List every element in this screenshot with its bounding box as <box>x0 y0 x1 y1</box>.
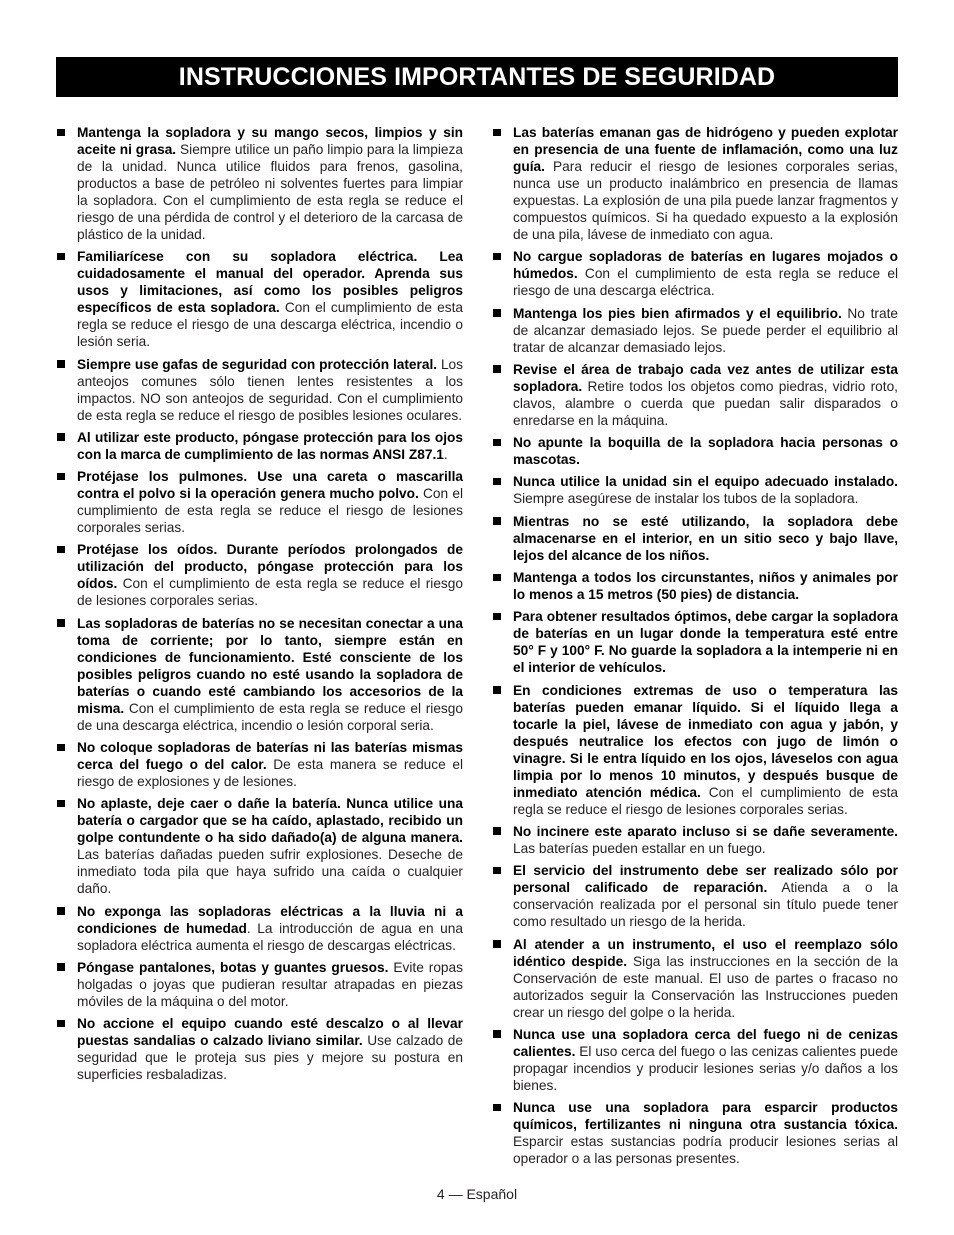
square-bullet-icon <box>57 800 65 808</box>
safety-rule-heading: No incinere este aparato incluso si se dañe severamente. <box>513 823 898 839</box>
safety-rule-item <box>57 541 463 609</box>
square-bullet-icon <box>493 365 501 373</box>
safety-rule-paragraph <box>513 124 898 243</box>
square-bullet-icon <box>57 546 65 554</box>
safety-rule-text: Atienda a o la conservación realizada por el personal sin título puede tener como resultado un riesgo de la herida. <box>513 880 898 930</box>
safety-rule-text: Siempre asegúrese de instalar los tubos de la sopladora. <box>513 491 859 507</box>
square-bullet-icon <box>493 613 501 621</box>
page-footer: 4 — Español <box>436 1186 518 1202</box>
safety-rule-heading: Familiarícese con su sopladora eléctrica. Lea cuidadosamente el manual del operador. Aprenda sus usos y limitaciones, así como los posibles peligros específicos de esta sopladora. <box>77 249 463 316</box>
safety-rule-item <box>57 356 463 424</box>
square-bullet-icon <box>493 478 501 486</box>
square-bullet-icon <box>493 253 501 261</box>
safety-rule-heading: Nunca utilice la unidad sin el equipo adecuado instalado. <box>513 474 898 490</box>
safety-rule-text: Los anteojos comunes sólo tienen lentes resistentes a los impactos. NO son anteojos de seguridad. Con el cumplimiento de esta regla se reduce el riesgo de posibles lesiones oculares. <box>77 356 464 423</box>
square-bullet-icon <box>57 253 65 261</box>
safety-rule-paragraph <box>77 1015 463 1083</box>
safety-rule-paragraph <box>77 615 463 734</box>
square-bullet-icon <box>493 1104 501 1112</box>
safety-rule-heading: No accione el equipo cuando esté descalzo o al llevar puestas sandalias o calzado liviano similar. <box>77 1016 463 1049</box>
square-bullet-icon <box>57 744 65 752</box>
safety-rule-item <box>57 795 463 897</box>
safety-rule-text: Evite ropas holgadas o joyas que pudieran resultar atrapadas en piezas móviles de la máquina o del motor. <box>77 959 463 1009</box>
safety-rule-paragraph <box>513 473 898 507</box>
safety-rule-text: . La introducción de agua en una sopladora eléctrica aumenta el riesgo de descargas eléctricas. <box>77 920 463 953</box>
safety-rule-paragraph <box>513 305 898 356</box>
safety-rule-paragraph <box>513 1026 898 1094</box>
safety-rule-text: Con el cumplimiento de esta regla se reduce el riesgo de una descarga eléctrica, incendio o lesión seria. <box>77 300 463 350</box>
safety-rule-text: Las baterías pueden estallar en un fuego. <box>513 840 766 856</box>
square-bullet-icon <box>493 1030 501 1038</box>
square-bullet-icon <box>57 360 65 368</box>
square-bullet-icon <box>493 129 501 137</box>
safety-rule-text: Con el cumplimiento de esta regla se reduce el riesgo de una descarga eléctrica. <box>513 266 898 299</box>
safety-rule-text: Con el cumplimiento de esta regla se reduce el riesgo de lesiones corporales serias. <box>77 576 463 609</box>
square-bullet-icon <box>57 963 65 971</box>
safety-rule-heading: Las sopladoras de baterías no se necesitan conectar a una toma de corriente; por lo tanto, siempre están en condiciones de funcionamiento. Esté consciente de los posibles peligros cuando no esté usando la sopladora de baterías o cuando esté cambiando los accesorios de la misma. <box>77 615 463 716</box>
safety-rule-heading: Mientras no se esté utilizando, la sopladora debe almacenarse en el interior, en un sitio seco y bajo llave, lejos del alcance de los niños. <box>513 513 898 563</box>
safety-rule-item <box>493 361 898 429</box>
safety-rule-paragraph <box>513 569 898 603</box>
safety-rule-text: Para reducir el riesgo de lesiones corporales serias, nunca use un producto inalámbrico en presencia de llamas expuestas. La explosión de una pila puede lanzar fragmentos y compuestos químicos. Si ha quedado expuesto a la explosión de una pila, lávese de inmediato con agua. <box>513 159 898 242</box>
safety-rule-item <box>493 936 898 1021</box>
section-title-bar <box>56 57 898 97</box>
safety-rule-text: Con el cumplimiento de esta regla se reduce el riesgo de lesiones corporales serias. <box>77 486 463 536</box>
safety-rule-heading: No exponga las sopladoras eléctricas a la lluvia ni a condiciones de humedad <box>77 903 463 936</box>
safety-rule-heading: Mantenga la sopladora y su mango secos, limpios y sin aceite ni grasa. <box>77 125 463 157</box>
safety-rule-text: Use calzado de seguridad que le proteja sus pies y mejore su postura en superficies resbaladizas. <box>77 1033 464 1083</box>
safety-rule-text: No trate de alcanzar demasiado lejos. Se puede perder el equilibrio al tratar de alcanzar demasiado lejos. <box>513 305 898 355</box>
safety-rule-text: Con el cumplimiento de esta regla se reduce el riesgo de lesiones corporales serias. <box>513 784 898 817</box>
safety-rule-text: Siga las instrucciones en la sección de la Conservación de este manual. El uso de partes o fracaso no autorizados seguir la Conservación las Instrucciones pueden crear un riesgo del golpe o la herida. <box>513 953 898 1020</box>
safety-rule-item <box>493 1099 898 1167</box>
square-bullet-icon <box>493 439 501 447</box>
safety-rule-heading: Mantenga los pies bien afirmados y el equilibrio. <box>513 305 842 321</box>
safety-rule-item <box>493 862 898 930</box>
safety-rule-item <box>57 615 463 734</box>
safety-rule-item <box>493 608 898 676</box>
safety-rule-item <box>493 124 898 243</box>
safety-rule-heading: Mantenga a todos los circunstantes, niños y animales por lo menos a 15 metros (50 pies) de distancia. <box>513 570 898 603</box>
square-bullet-icon <box>57 619 65 627</box>
square-bullet-icon <box>493 867 501 875</box>
square-bullet-icon <box>57 1020 65 1028</box>
safety-rule-item <box>493 682 898 818</box>
safety-rule-heading: Nunca use una sopladora para esparcir productos químicos, fertilizantes ni ninguna otra sustancia tóxica. <box>513 1100 898 1133</box>
safety-rule-text: Retire todos los objetos como piedras, vidrio roto, clavos, alambre o cuerda que puedan salir disparados o enredarse en la máquina. <box>513 378 898 428</box>
safety-rule-text: Las baterías dañadas pueden sufrir explosiones. Deseche de inmediato toda pila que haya sufrido una caída o cualquier daño. <box>77 847 463 897</box>
safety-rule-paragraph <box>513 862 898 930</box>
square-bullet-icon <box>493 827 501 835</box>
left-column-list <box>57 124 463 1089</box>
safety-rule-item <box>57 903 463 954</box>
section-title: INSTRUCCIONES IMPORTANTES DE SEGURIDAD <box>178 63 776 91</box>
safety-rule-heading: Nunca use una sopladora cerca del fuego ni de cenizas calientes. <box>513 1026 898 1059</box>
safety-rule-paragraph <box>77 903 463 954</box>
safety-rule-paragraph <box>77 795 463 897</box>
safety-rule-paragraph <box>513 1099 898 1167</box>
safety-rule-paragraph <box>77 248 463 350</box>
safety-rule-paragraph <box>513 823 898 857</box>
safety-rule-item <box>493 513 898 564</box>
square-bullet-icon <box>493 574 501 582</box>
safety-rule-heading: No cargue sopladoras de baterías en lugares mojados o húmedos. <box>513 249 898 282</box>
safety-rule-text: Con el cumplimiento de esta regla se reduce el riesgo de una descarga eléctrica, incendio o lesión corporal seria. <box>77 700 463 733</box>
safety-rule-paragraph <box>77 959 463 1010</box>
safety-rule-heading: Protéjase los pulmones. Use una careta o mascarilla contra el polvo si la operación genera mucho polvo. <box>77 469 463 502</box>
safety-rule-heading: No apunte la boquilla de la sopladora hacia personas o mascotas. <box>513 435 898 468</box>
safety-rule-heading: Al atender a un instrumento, el uso el reemplazo sólo idéntico despide. <box>513 936 898 969</box>
square-bullet-icon <box>57 473 65 481</box>
safety-rule-paragraph <box>513 361 898 429</box>
safety-rule-paragraph <box>77 541 463 609</box>
safety-rule-paragraph <box>77 739 463 790</box>
safety-rule-item <box>493 248 898 299</box>
safety-rule-item <box>57 739 463 790</box>
safety-rule-item <box>493 1026 898 1094</box>
right-column-list <box>493 124 898 1172</box>
safety-rule-paragraph <box>513 936 898 1021</box>
safety-rule-text: Esparcir estas sustancias podría producir lesiones serias al operador o a las personas presentes. <box>513 1134 898 1167</box>
safety-rule-paragraph <box>513 434 898 468</box>
safety-rule-heading: En condiciones extremas de uso o temperatura las baterías pueden emanar líquido. Si el líquido llega a tocarle la piel, lávese de inmediato con agua y jabón, y después neutralice los efectos con jugo de limón o vinagre. Si le entra líquido en los ojos, láveselos con agua limpia por lo menos 10 minutos, y después busque de inmediato atención médica. <box>513 682 898 800</box>
safety-rule-heading: No aplaste, deje caer o dañe la batería. Nunca utilice una batería o cargador que se ha caído, aplastado, recibido un golpe contundente o ha sido dañado(a) de alguna manera. <box>77 796 463 846</box>
safety-rule-item <box>57 959 463 1010</box>
safety-rule-paragraph <box>513 682 898 818</box>
square-bullet-icon <box>57 433 65 441</box>
safety-rule-paragraph <box>77 356 463 424</box>
square-bullet-icon <box>57 907 65 915</box>
safety-rule-item <box>493 569 898 603</box>
square-bullet-icon <box>493 940 501 948</box>
safety-rule-heading: No coloque sopladoras de baterías ni las baterías mismas cerca del fuego o del calor. <box>77 740 463 773</box>
safety-rule-item <box>493 305 898 356</box>
safety-rule-item <box>57 248 463 350</box>
safety-rule-item <box>57 1015 463 1083</box>
square-bullet-icon <box>493 517 501 525</box>
safety-rule-item <box>493 473 898 507</box>
safety-rule-text: De esta manera se reduce el riesgo de explosiones y de lesiones. <box>77 757 463 790</box>
safety-rule-heading: Las baterías emanan gas de hidrógeno y pueden explotar en presencia de una fuente de inflamación, como una luz guía. <box>513 125 898 174</box>
square-bullet-icon <box>493 686 501 694</box>
safety-rule-paragraph <box>513 608 898 676</box>
safety-rule-paragraph <box>513 513 898 564</box>
safety-rule-heading: Al utilizar este producto, póngase protección para los ojos con la marca de cumplimiento de las normas ANSI Z87.1 <box>77 429 463 462</box>
safety-rule-item <box>57 468 463 536</box>
safety-rule-item <box>57 124 463 243</box>
square-bullet-icon <box>57 129 65 137</box>
safety-rule-paragraph <box>77 429 463 463</box>
square-bullet-icon <box>493 309 501 317</box>
safety-rule-text: Siempre utilice un paño limpio para la limpieza de la unidad. Nunca utilice fluidos para frenos, gasolina, productos a base de petróleo ni solventes fuertes para limpiar la sopladora. Con el cumplimiento de esta regla se reduce el riesgo de una pérdida de control y el deterioro de la carcasa de plástico de la unidad. <box>77 142 463 242</box>
safety-rule-paragraph <box>77 468 463 536</box>
safety-rule-heading: Siempre use gafas de seguridad con protección lateral. <box>77 356 438 372</box>
safety-rule-text: . <box>443 446 448 462</box>
safety-rule-text: El uso cerca del fuego o las cenizas calientes puede propagar incendios y producir lesiones serias y/o daños a los bienes. <box>513 1043 898 1093</box>
safety-rule-item <box>57 429 463 463</box>
safety-rule-heading: Revise el área de trabajo cada vez antes de utilizar esta sopladora. <box>513 361 898 394</box>
safety-rule-paragraph <box>77 124 463 243</box>
safety-rule-heading: Protéjase los oídos. Durante períodos prolongados de utilización del producto, póngase protección para los oídos. <box>77 542 463 592</box>
safety-rule-paragraph <box>513 248 898 299</box>
safety-rule-heading: El servicio del instrumento debe ser realizado sólo por personal calificado de reparación. <box>513 863 898 896</box>
safety-rule-heading: Para obtener resultados óptimos, debe cargar la sopladora de baterías en un lugar donde la temperatura esté entre 50° F y 100° F. No guarde la sopladora a la intemperie ni en el interior de vehículos. <box>513 609 898 676</box>
safety-rule-item <box>493 434 898 468</box>
safety-rule-item <box>493 823 898 857</box>
safety-rule-heading: Póngase pantalones, botas y guantes gruesos. <box>77 959 389 975</box>
